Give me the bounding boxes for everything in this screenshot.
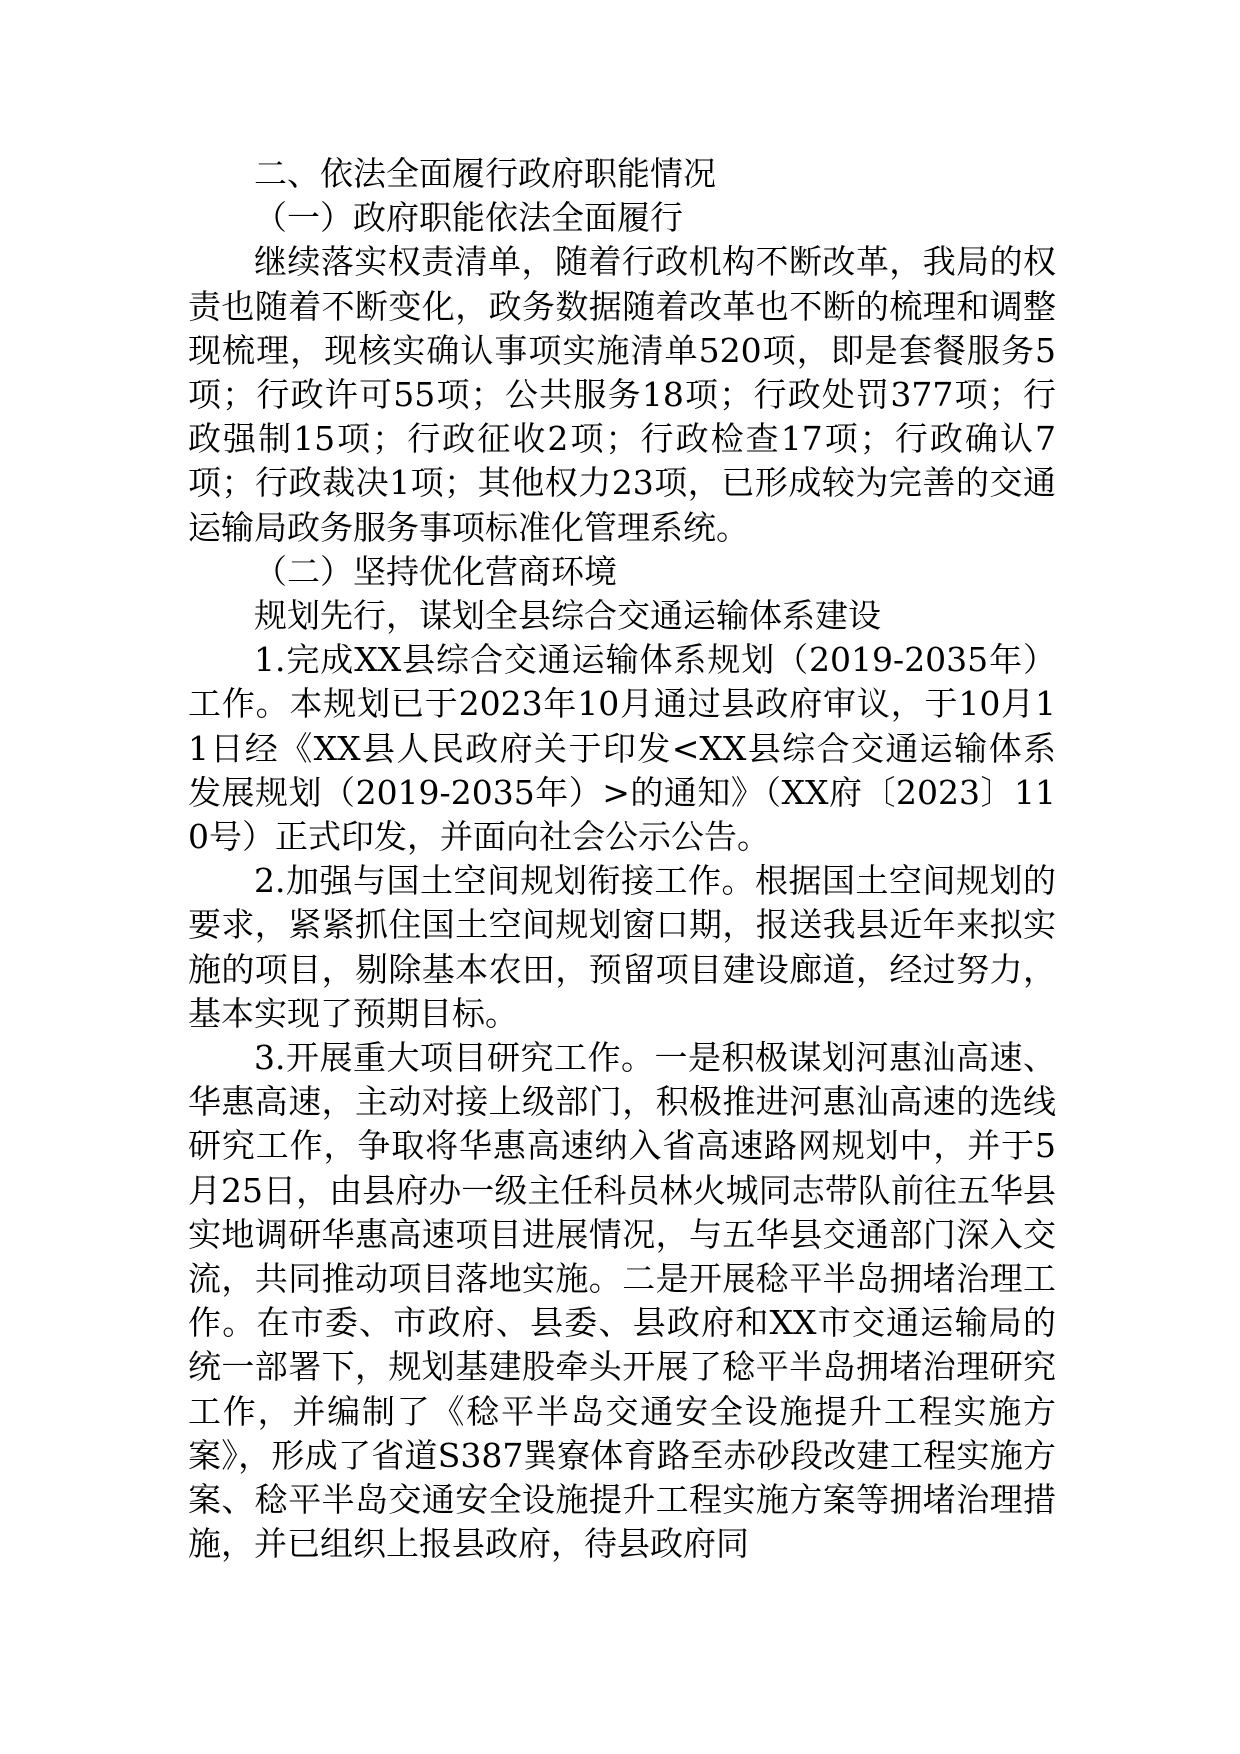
paragraph-responsibility-list: 继续落实权责清单，随着行政机构不断改革，我局的权责也随着不断变化，政务数据随着改革也不断的梳理和调整现梳理，现核实确认事项实施清单520项，即是套餐服务5项；行政许可55项；公共服务18项；行政处罚377项；行政强制15项；行政征收2项；行政检查17项；行政确认7项；行政裁决1项；其他权力23项，已形成较为完善的交通运输局政务服务事项标准化管理系统。 — [188, 242, 1056, 547]
item-3-paragraph: 3.开展重大项目研究工作。一是积极谋划河惠汕高速、华惠高速，主动对接上级部门，积极推进河惠汕高速的选线研究工作，争取将华惠高速纳入省高速路网规划中，并于5月25日，由县府办一级主任科员林火城同志带队前往五华县实地调研华惠高速项目进展情况，与五华县交通部门深入交流，共同推动项目落地实施。二是开展稔平半岛拥堵治理工作。在市委、市政府、县委、县政府和XX市交通运输局的统一部署下，规划基建股牵头开展了稔平半岛拥堵治理研究工作，并编制了《稔平半岛交通安全设施提升工程实施方案》，形成了省道S387巽寮体育路至赤砂段改建工程实施方案、稔平半岛交通安全设施提升工程实施方案等拥堵治理措施，并已组织上报县政府，待县政府同 — [188, 1038, 1056, 1564]
document-body — [188, 152, 1056, 1567]
subsection-lead: 规划先行，谋划全县综合交通运输体系建设 — [254, 596, 881, 636]
section-title: 二、依法全面履行政府职能情况 — [254, 154, 716, 193]
item-2-paragraph: 2.加强与国土空间规划衔接工作。根据国土空间规划的要求，紧紧抓住国土空间规划窗口期，报送我县近年来拟实施的项目，剔除基本农田，预留项目建设廊道，经过努力，基本实现了预期目标。 — [188, 861, 1056, 1033]
item-1-paragraph: 1.完成XX县综合交通运输体系规划（2019-2035年）工作。本规划已于2023年10月通过县政府审议，于10月11日经《XX县人民政府关于印发<XX县综合交通运输体系发展规划（2019-2035年）>的通知》（XX府〔2023〕110号）正式印发，并面向社会公示公告。 — [188, 640, 1056, 857]
subsection-title-1: （一）政府职能依法全面履行 — [254, 198, 683, 238]
subsection-title-2: （二）坚持优化营商环境 — [254, 551, 617, 591]
